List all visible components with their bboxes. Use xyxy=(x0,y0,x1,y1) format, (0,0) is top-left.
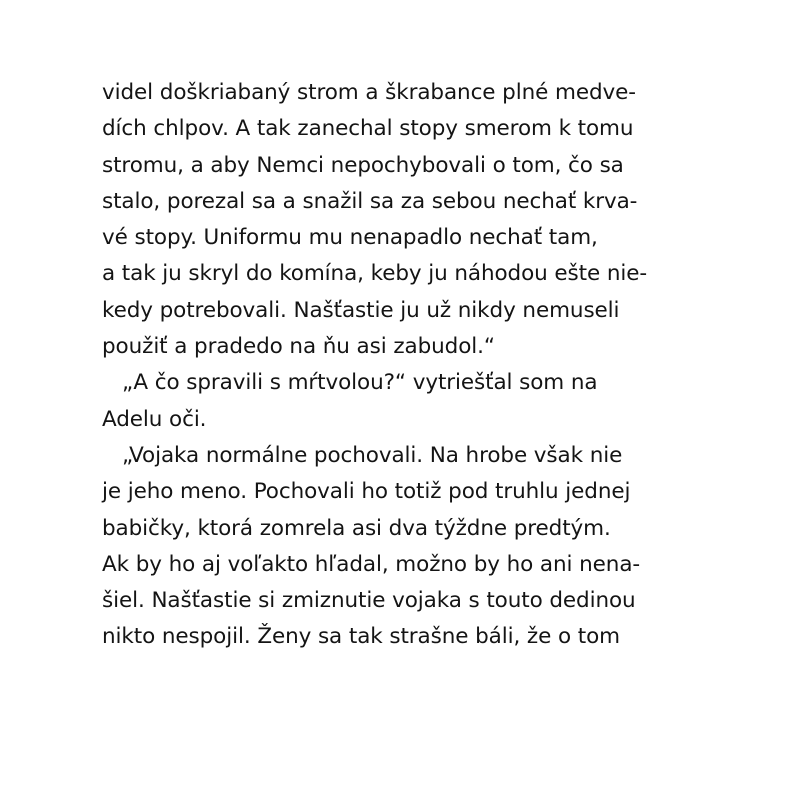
paragraph-first-line: „A čo spravili s mŕtvolou?“ vytriešťal som na xyxy=(122,370,598,396)
text-line: videl doškriabaný strom a škrabance plné medve- xyxy=(102,80,636,105)
text-line: kedy potrebovali. Našťastie ju už nikdy nemuseli xyxy=(102,297,620,323)
text-line: stromu, a aby Nemci nepochybovali o tom, čo sa xyxy=(102,152,624,178)
text-line: stalo, porezal sa a snažil sa za sebou nechať krva- xyxy=(102,188,638,214)
paragraph-first-line: „Vojaka normálne pochovali. Na hrobe však nie xyxy=(122,442,623,468)
text-line: Adelu oči. xyxy=(102,406,207,432)
text-line: nikto nespojil. Ženy sa tak strašne báli, že o tom xyxy=(102,624,620,650)
text-line: dích chlpov. A tak zanechal stopy smerom k tomu xyxy=(102,116,634,142)
text-line: Ak by ho aj voľakto hľadal, možno by ho ani nena- xyxy=(102,551,641,577)
text-line: a tak ju skryl do komína, keby ju náhodou ešte nie- xyxy=(102,261,648,287)
text-line: šiel. Našťastie si zmiznutie vojaka s touto dedinou xyxy=(102,588,636,614)
text-line: vé stopy. Uniformu mu nenapadlo nechať tam, xyxy=(102,225,598,251)
text-line: je jeho meno. Pochovali ho totiž pod truhlu jednej xyxy=(102,479,631,505)
text-line: babičky, ktorá zomrela asi dva týždne predtým. xyxy=(102,515,611,541)
body-text xyxy=(102,75,702,656)
text-line: použiť a pradedo na ňu asi zabudol.“ xyxy=(102,334,495,360)
